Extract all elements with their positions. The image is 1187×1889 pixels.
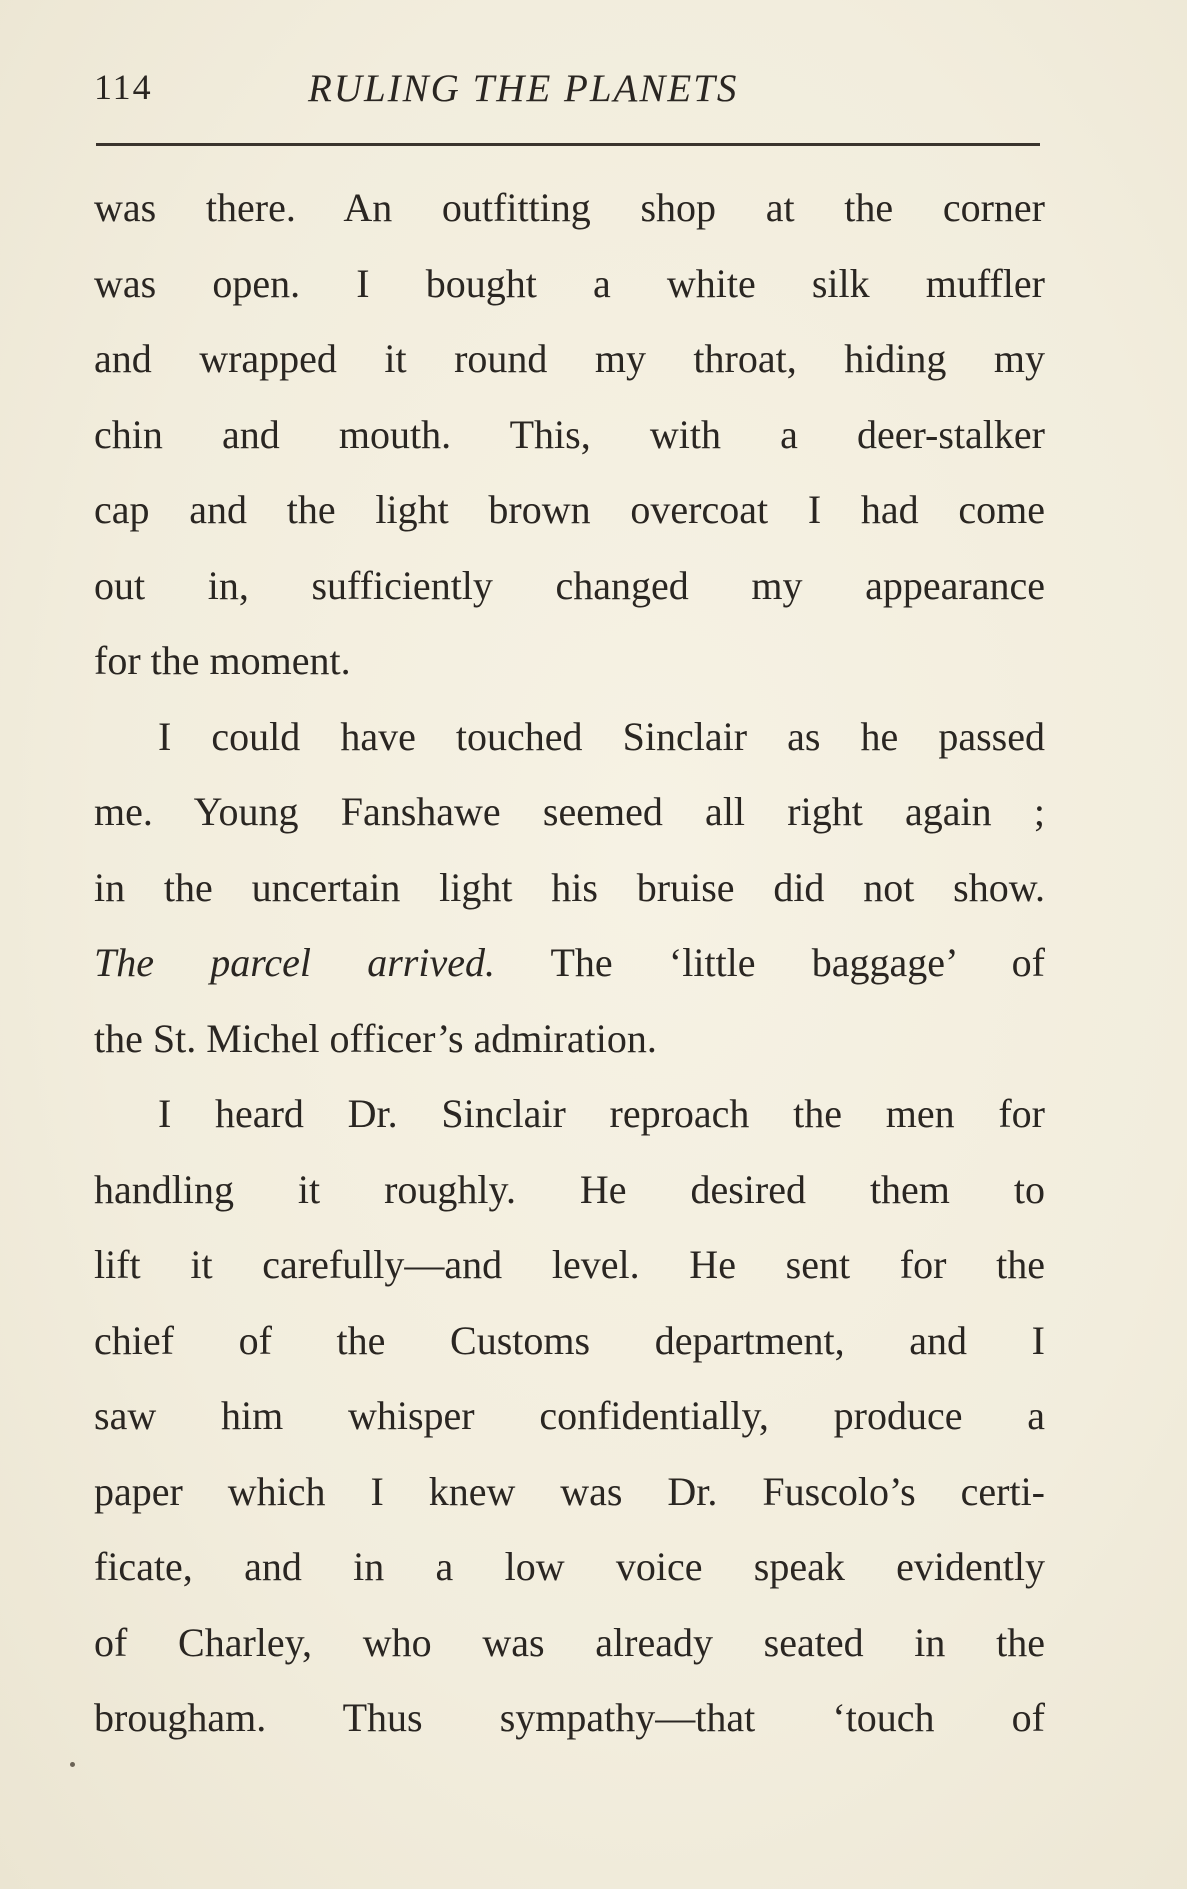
text-line: ficate, and in a low voice speak evidently <box>94 1544 1045 1589</box>
text-line-mixed <box>94 932 1045 1008</box>
text-line: saw him whisper confidentially, produce a <box>94 1393 1045 1438</box>
running-title: RULING THE PLANETS <box>308 67 739 110</box>
text-line: out in, sufficiently changed my appearance <box>94 562 1045 608</box>
text-line: paper which I knew was Dr. Fuscolo’s certi- <box>94 1468 1045 1514</box>
text-line: the St. Michel officer’s admiration. <box>94 1015 657 1061</box>
text-line: brougham. Thus sympathy—that ‘touch of <box>94 1695 1045 1740</box>
text-line: handling it roughly. He desired them to <box>94 1166 1045 1212</box>
header-rule <box>96 143 1040 146</box>
text-line: was there. An outfitting shop at the corner <box>94 185 1045 230</box>
text-line: in the uncertain light his bruise did not show. <box>94 864 1045 910</box>
text-line: for the moment. <box>94 638 351 683</box>
text-line: chin and mouth. This, with a deer-stalker <box>94 411 1045 457</box>
ink-speck <box>70 1762 75 1767</box>
italic-phrase: The parcel arrived. <box>94 940 495 985</box>
body-text <box>94 177 1045 1763</box>
text-line: me. Young Fanshawe seemed all right again ; <box>94 789 1045 834</box>
text-line: of Charley, who was already seated in the <box>94 1619 1045 1665</box>
text-line: lift it carefully—and level. He sent for the <box>94 1242 1045 1287</box>
text-line: was open. I bought a white silk muffler <box>94 260 1045 306</box>
text-line: cap and the light brown overcoat I had come <box>94 487 1045 532</box>
text-line: I heard Dr. Sinclair reproach the men for <box>158 1091 1045 1136</box>
text-line: and wrapped it round my throat, hiding my <box>94 336 1045 381</box>
text-line: I could have touched Sinclair as he passed <box>158 713 1045 759</box>
text-span: The ‘little baggage’ of <box>494 940 1045 985</box>
page-header <box>94 66 1040 116</box>
text-line: chief of the Customs department, and I <box>94 1317 1045 1363</box>
page-number: 114 <box>94 67 153 107</box>
